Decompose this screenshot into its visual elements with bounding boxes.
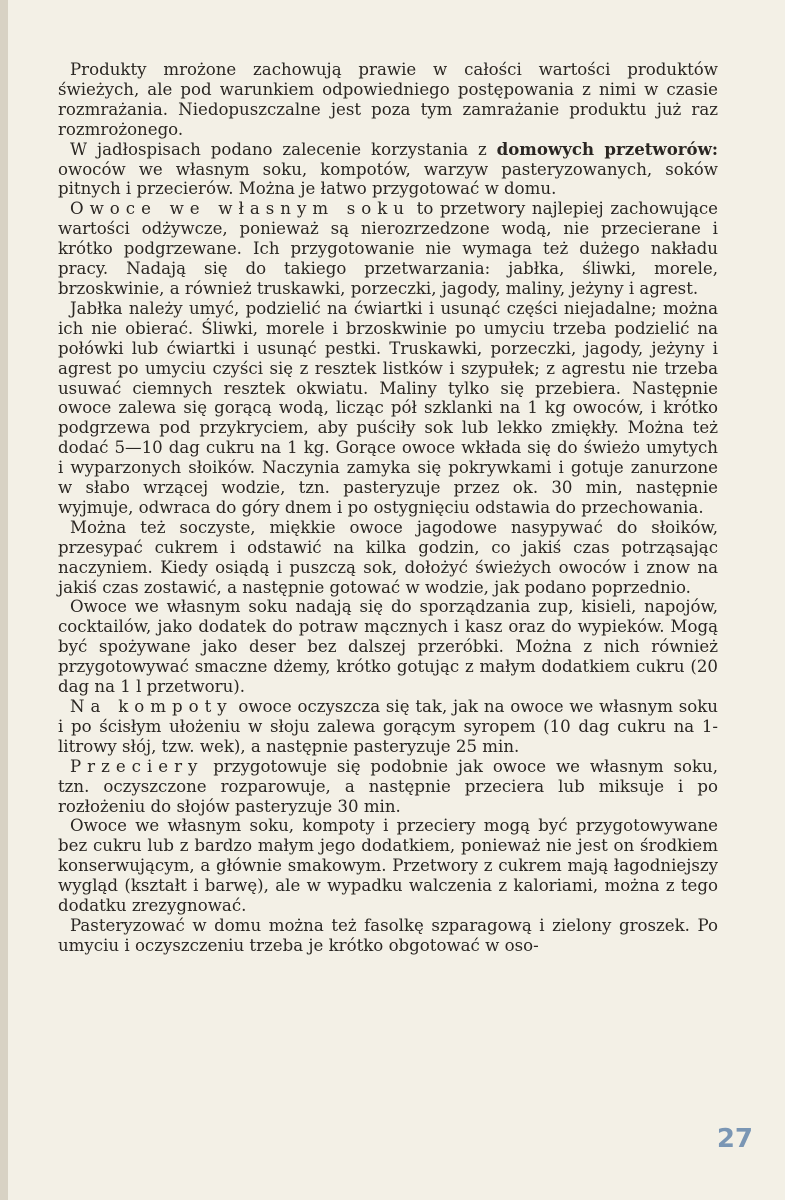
paragraph-text: Owoce we własnym soku, kompoty i przeciery mogą być przygotowywane bez cukru lub z bardzo małym jego dodatkiem, ponieważ nie jest on środkiem konserwującym, a głównie smakowym. Przetwory z cukrem mają łagodniejszy wygląd (kształt i barwę), ale w wypadku walczenia z kaloriami, można z tego dodatku zrezygnować. [58, 816, 718, 916]
document-page [58, 60, 718, 956]
paragraph [58, 597, 718, 697]
paragraph [58, 140, 718, 200]
spaced-term: Na kompoty [70, 697, 233, 716]
paragraph [58, 60, 718, 140]
paragraph-text: Owoce we własnym soku nadają się do sporządzania zup, kisieli, napojów, cocktailów, jako dodatek do potraw mącznych i kasz oraz do wypieków. Mogą być spożywane jako deser bez dalszej przeróbki. Można z nich również przygotowywać smaczne dżemy, krótko gotując z małym dodatkiem cukru (20 dag na 1 l przetworu). [58, 597, 718, 697]
paragraph-text: przygotowuje się podobnie jak owoce we własnym soku, tzn. oczyszczone rozparowuje, a następnie przeciera lub miksuje i po rozłożeniu do słojów pasteryzuje 30 min. [58, 756, 718, 816]
paragraph [58, 916, 718, 956]
paragraph [58, 199, 718, 299]
paragraph-text: Można też soczyste, miękkie owoce jagodowe nasypywać do słoików, przesypać cukrem i odstawić na kilka godzin, co jakiś czas potrząsając naczyniem. Kiedy osiądą i puszczą sok, dołożyć świeżych owoców i znow na jakiś czas zostawić, a następnie gotować w wodzie, jak podano poprzednio. [58, 517, 718, 597]
paragraph [58, 697, 718, 757]
page-number: 27 [716, 1124, 753, 1154]
bold-term: domowych przetworów: [496, 138, 718, 159]
paragraph [58, 757, 718, 817]
spaced-term: Owoce we własnym soku [70, 199, 410, 219]
paragraph [58, 816, 718, 916]
paragraph-text: Pasteryzować w domu można też fasolkę szparagową i zielony groszek. Po umyciu i oczyszczeniu trzeba je krótko obgotować w oso- [58, 915, 718, 955]
paragraph [58, 299, 718, 518]
page-edge-shadow [0, 0, 8, 1200]
paragraph-text: Produkty mrożone zachowują prawie w całości wartości produktów świeżych, ale pod warunkiem odpowiedniego postępowania z nimi w czasie rozmrażania. Niedopuszczalne jest poza tym zamrażanie produktu już raz rozmrożonego. [58, 60, 718, 139]
spaced-term: Przeciery [70, 756, 204, 776]
paragraph [58, 518, 718, 598]
paragraph-text: owoce oczyszcza się tak, jak na owoce we własnym soku i po ścisłym ułożeniu w słoju zalewa gorącym syropem (10 dag cukru na 1-litrowy słój, tzw. wek), a następnie pasteryzuje 25 min. [58, 697, 718, 756]
paragraph-text: owoców we własnym soku, kompotów, warzyw pasteryzowanych, soków pitnych i przecierów. Można je łatwo przygotować w domu. [58, 159, 718, 199]
paragraph-lead: W jadłospisach podano zalecenie korzystania z [70, 139, 497, 159]
paragraph-text: to przetwory najlepiej zachowujące wartości odżywcze, ponieważ są nierozrzedzone wodą, nie przecierane i krótko podgrzewane. Ich przygotowanie nie wymaga też dużego nakładu pracy. Nadają się do takiego przetwarzania: jabłka, śliwki, morele, brzoskwinie, a również truskawki, porzeczki, jagody, maliny, jeżyny i agrest. [58, 199, 718, 298]
paragraph-text: Jabłka należy umyć, podzielić na ćwiartki i usunąć części niejadalne; można ich nie obierać. Śliwki, morele i brzoskwinie po umyciu trzeba podzielić na połówki lub ćwiartki i usunąć pestki. Truskawki, porzeczki, jagody, jeżyny i agrest po umyciu czyści się z resztek listków i szypułek; z agrestu nie trzeba usuwać ciemnych resztek okwiatu. Maliny tylko się przebiera. Następnie owoce zalewa się gorącą wodą, licząc pół szklanki na 1 kg owoców, i krótko podgrzewa pod przykryciem, aby puściły sok lub lekko zmiękły. Można też dodać 5—10 dag cukru na 1 kg. Gorące owoce wkłada się do świeżo umytych i wyparzonych słoików. Naczynia zamyka się pokrywkami i gotuje zanurzone w słabo wrzącej wodzie, tzn. pasteryzuje przez ok. 30 min, następnie wyjmuje, odwraca do góry dnem i po ostygnięciu odstawia do przechowania. [58, 298, 718, 517]
